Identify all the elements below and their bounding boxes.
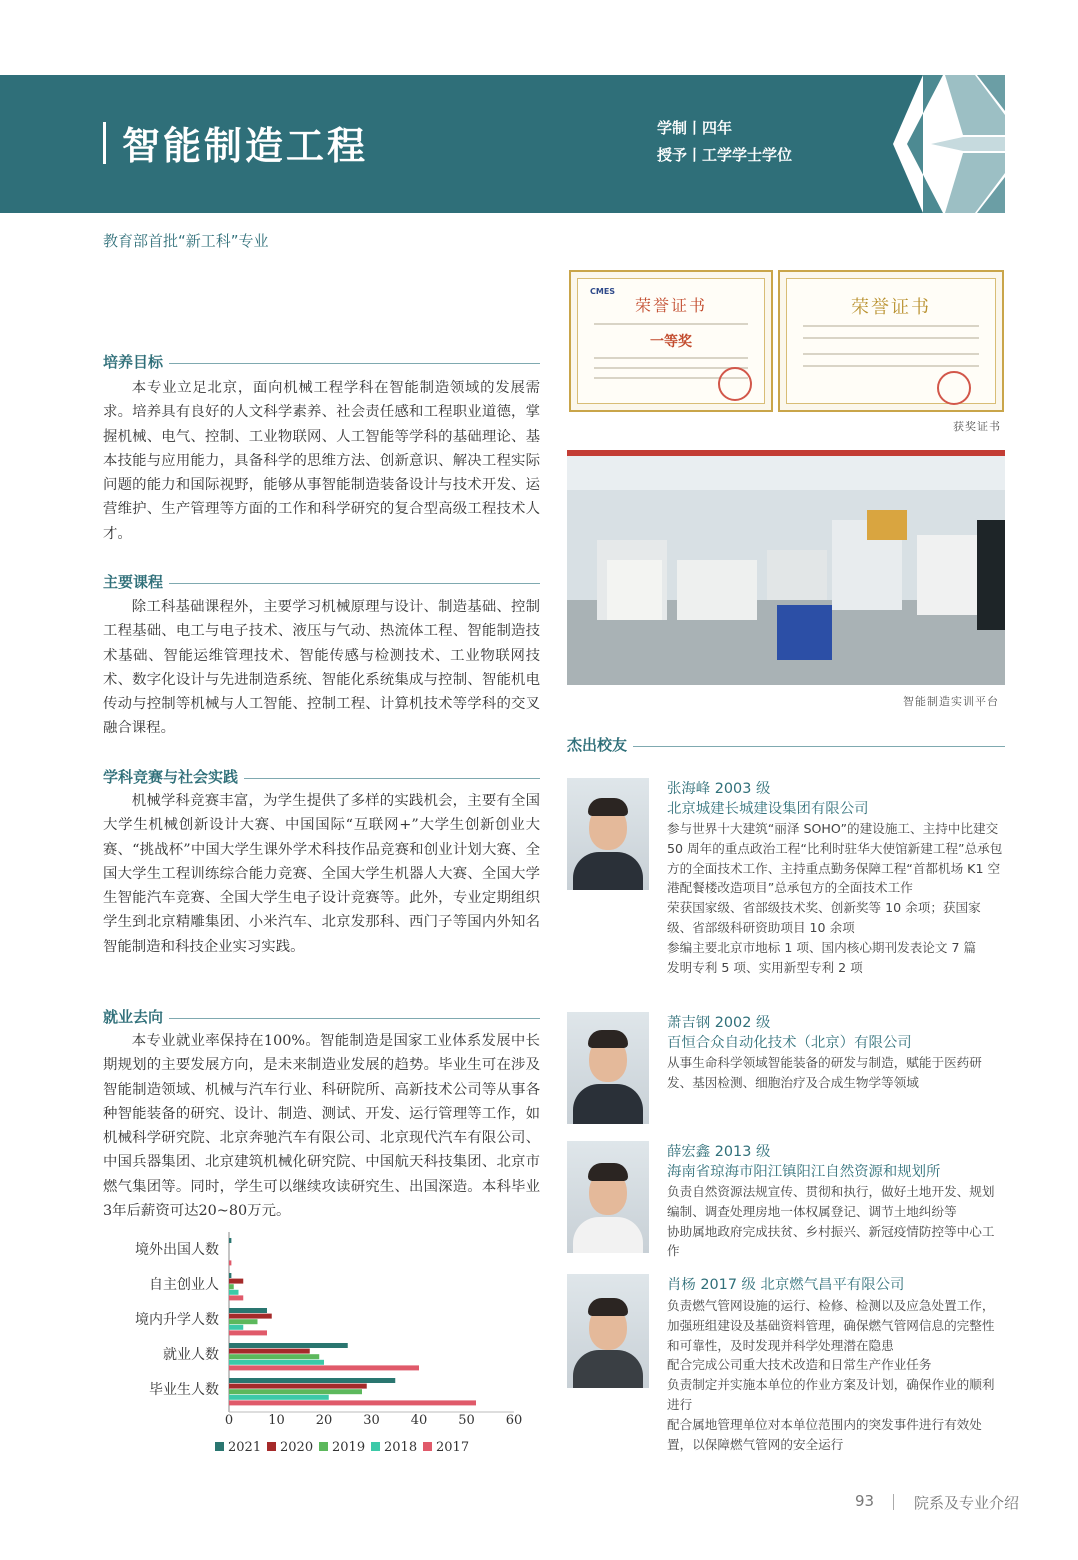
chart-category-label: 就业人数 [163,1347,219,1363]
title-divider [103,122,106,164]
alumni-desc [667,1182,1005,1261]
certificate-right [778,270,1004,412]
footer-divider [893,1494,894,1510]
chart-category-label: 毕业生人数 [149,1382,219,1398]
program-degree: 授予丨工学学士学位 [657,146,793,164]
chart-bar [229,1295,243,1300]
alumni-name: 薛宏鑫 2013 级 [667,1144,771,1160]
alumni-org: 百恒合众自动化技术（北京）有限公司 [667,1035,912,1051]
chart-bar [229,1273,231,1278]
portrait-hair [588,1163,628,1181]
chart-tick-label: 20 [315,1413,333,1428]
certificate-left [569,270,773,412]
section-title: 就业去向 [103,1006,169,1027]
section-heading-courses [103,571,540,593]
program-info [657,115,792,169]
section-text-employment: 本专业就业率保持在100%。智能制造是国家工业体系发展中长期规划的主要发展方向，是未来制造业发展的趋势。毕业生可在涉及智能制造领域、机械与汽车行业、科研院所、高新技术公司等从事各种智能装备的研究、设计、制造、测试、开发、运行管理等工作，如机械科学研究院、北京奔驰汽车有限公司、北京现代汽车有限公司、中国兵器集团、北京建筑机械化研究院、中国航天科技集团、北京市燃气集团等。同时，学生可以继续攻读研究生、出国深造。本科毕业3年后薪资可达20~80万元。 [103,1033,540,1220]
alumni-desc-item: 负责燃气管网设施的运行、检修、检测以及应急处置工作，加强班组建设及基础资料管理，确保燃气管网信息的完整性和可靠性，及时发现并科学处理潜在隐患 [667,1298,995,1353]
chart-bar [229,1308,267,1313]
certificate-text-line [594,323,748,325]
page-number: 93 [855,1492,875,1510]
chart-bar [229,1279,243,1284]
alumni-desc-item: 发明专利 5 项、实用新型专利 2 项 [667,959,863,975]
certificate-text-line [803,353,979,355]
alumni-heading [567,734,1005,756]
chart-bar [229,1325,243,1330]
red-seal-icon [718,367,752,401]
section-text-goals: 本专业立足北京，面向机械工程学科在智能制造领域的发展需求。培养具有良好的人文科学素养、社会责任感和工程职业道德，掌握机械、电气、控制、工业物联网、人工智能等学科的基础理论、基本技能与应用能力，具备科学的思维方法、创新意识、解决工程实际问题的能力和国际视野，能够从事智能制造装备设计与技术开发、运营维护、生产管理等方面的工作和科学研究的复合型高级工程技术人才。 [103,380,540,542]
certificate-frame [786,278,996,404]
alumni-org: 海南省琼海市阳江镇阳江自然资源和规划所 [667,1164,941,1180]
section-title: 杰出校友 [567,734,633,755]
alumni-photo [567,1274,649,1388]
chart-bar [229,1360,324,1365]
chart-bar [229,1389,362,1394]
certificate-text-line [594,357,748,359]
chart-bar [229,1378,395,1383]
chart-bar [229,1384,367,1389]
chart-bar [229,1314,272,1319]
employment-bar-chart [100,1232,540,1462]
alumni-photo [567,778,649,890]
section-text-competitions: 机械学科竞赛丰富，为学生提供了多样的实践机会，主要有全国大学生机械创新设计大赛、中国国际“互联网+”大学生创新创业大赛、“挑战杯”中国大学生课外学术科技作品竞赛和创业计划大赛、全国大学生工程训练综合能力竞赛、全国大学生机器人大赛、全国大学生智能汽车竞赛、全国大学生电子设计竞赛等。此外，专业定期组织学生到北京精雕集团、小米汽车、北京发那科、西门子等国内外知名智能制造和科技企业实习实践。 [103,793,540,955]
chart-bar [229,1260,231,1265]
alumni-name: 张海峰 2003 级 [667,781,771,797]
section-title: 学科竞赛与社会实践 [103,766,244,787]
legend-label: 2017 [436,1440,470,1455]
legend-swatch [371,1442,380,1451]
chart-category-label: 境外出国人数 [135,1242,219,1258]
portrait-hair [588,1030,628,1048]
alumni-desc [667,819,1005,977]
alumni-desc-item: 负责制定并实施本单位的作业方案及计划，确保作业的顺利进行 [667,1377,995,1412]
certificate-text-line [803,337,979,339]
chart-bar [229,1284,234,1289]
alumni-desc-item: 参编主要北京市地标 1 项、国内核心期刊发表论文 7 篇 [667,939,977,955]
section-heading-employment [103,1006,540,1028]
legend-swatch [423,1442,432,1451]
chart-tick-label: 0 [224,1413,234,1428]
certificate-text-line [803,325,979,327]
legend-label: 2021 [228,1440,262,1455]
alumni-desc-item: 配合属地管理单位对本单位范围内的突发事件进行有效处置，以保障燃气管网的安全运行 [667,1416,982,1452]
chart-bar [229,1330,267,1335]
portrait-hair [588,798,628,816]
geometric-decoration [893,75,1005,213]
page-subtitle: 教育部首批“新工科”专业 [103,232,269,250]
section-heading-goals [103,351,540,373]
portrait-body [573,1350,643,1388]
workshop-caption: 智能制造实训平台 [903,695,999,708]
chart-bar [229,1343,348,1348]
alumni-desc [667,1296,1005,1454]
chart-bar [229,1319,258,1324]
chart-bar [229,1290,239,1295]
chart-tick-label: 60 [505,1413,523,1428]
portrait-body [573,1217,643,1253]
chart-tick-label: 10 [268,1413,285,1428]
alumni-desc-item: 协助属地政府完成扶贫、乡村振兴、新冠疫情防控等中心工作 [667,1223,995,1259]
chart-bar [229,1400,476,1405]
legend-label: 2020 [280,1440,314,1455]
section-title: 主要课程 [103,571,169,592]
footer-section: 院系及专业介绍 [914,1494,1020,1512]
alumni-photo [567,1012,649,1124]
red-seal-icon [937,371,971,405]
alumni-name: 肖杨 2017 级 北京燃气昌平有限公司 [667,1277,905,1293]
certificate-frame [577,278,765,404]
alumni-desc-item: 参与世界十大建筑“丽泽 SOHO”的建设施工、主持中比建交 50 周年的重点政治工程“比利时驻华大使馆新建工程”总承包方的全面技术工作、主持重点勤务保障工程“首都机场 K1 空港配餐楼改造项目”总承包方的全面技术工作 [667,821,1003,896]
chart-category-label: 境内升学人数 [135,1312,219,1328]
workshop-photo [567,450,1005,685]
section-title: 培养目标 [103,351,169,372]
alumni-desc-item: 负责自然资源法规宣传、贯彻和执行，做好土地开发、规划编制、调查处理房地一体权属登记、调节土地纠纷等 [667,1184,995,1219]
certificate-text-line [803,365,979,367]
alumni-org: 北京城建长城建设集团有限公司 [667,801,869,817]
section-heading-competitions [103,766,540,788]
cmes-logo: CMES [590,287,616,296]
alumni-name: 萧吉钢 2002 级 [667,1015,771,1031]
chart-bar [229,1238,231,1243]
portrait-hair [588,1298,628,1316]
chart-tick-label: 40 [410,1413,428,1428]
alumni-desc [667,1053,1005,1093]
alumni-desc-item: 荣获国家级、省部级技术奖、创新奖等 10 余项；获国家级、省部级科研资助项目 10 余项 [667,900,981,935]
chart-bar [229,1395,329,1400]
header-banner [0,75,895,213]
chart-tick-label: 50 [458,1413,475,1428]
alumni-desc-item: 配合完成公司重大技术改造和日常生产作业任务 [667,1357,932,1373]
alumni-photo [567,1141,649,1253]
legend-swatch [319,1442,328,1451]
program-duration: 学制丨四年 [657,119,733,137]
portrait-body [573,1084,643,1124]
legend-label: 2018 [384,1440,418,1455]
alumni-desc-item: 从事生命科学领域智能装备的研发与制造，赋能于医药研发、基因检测、细胞治疗及合成生物学等领域 [667,1055,982,1090]
chart-category-label: 自主创业人 [149,1277,219,1293]
page-title: 智能制造工程 [122,124,369,168]
certificate-award: 一等奖 [650,334,692,350]
chart-bar [229,1349,310,1354]
certificate-title: 荣誉证书 [851,297,931,318]
chart-bar [229,1365,419,1370]
chart-tick-label: 30 [363,1413,380,1428]
legend-swatch [215,1442,224,1451]
portrait-body [573,852,643,890]
section-text-courses: 除工科基础课程外，主要学习机械原理与设计、制造基础、控制工程基础、电工与电子技术、液压与气动、热流体工程、智能制造技术基础、智能运维管理技术、智能传感与检测技术、工业物联网技术、数字化设计与先进制造系统、智能化系统集成与控制、智能机电传动与控制等机械与人工智能、控制工程、计算机技术等学科的交叉融合课程。 [103,599,540,737]
certificate-title: 荣誉证书 [634,296,707,315]
certificate-caption: 获奖证书 [953,420,1001,433]
legend-swatch [267,1442,276,1451]
legend-label: 2019 [332,1440,366,1455]
chart-bar [229,1354,319,1359]
